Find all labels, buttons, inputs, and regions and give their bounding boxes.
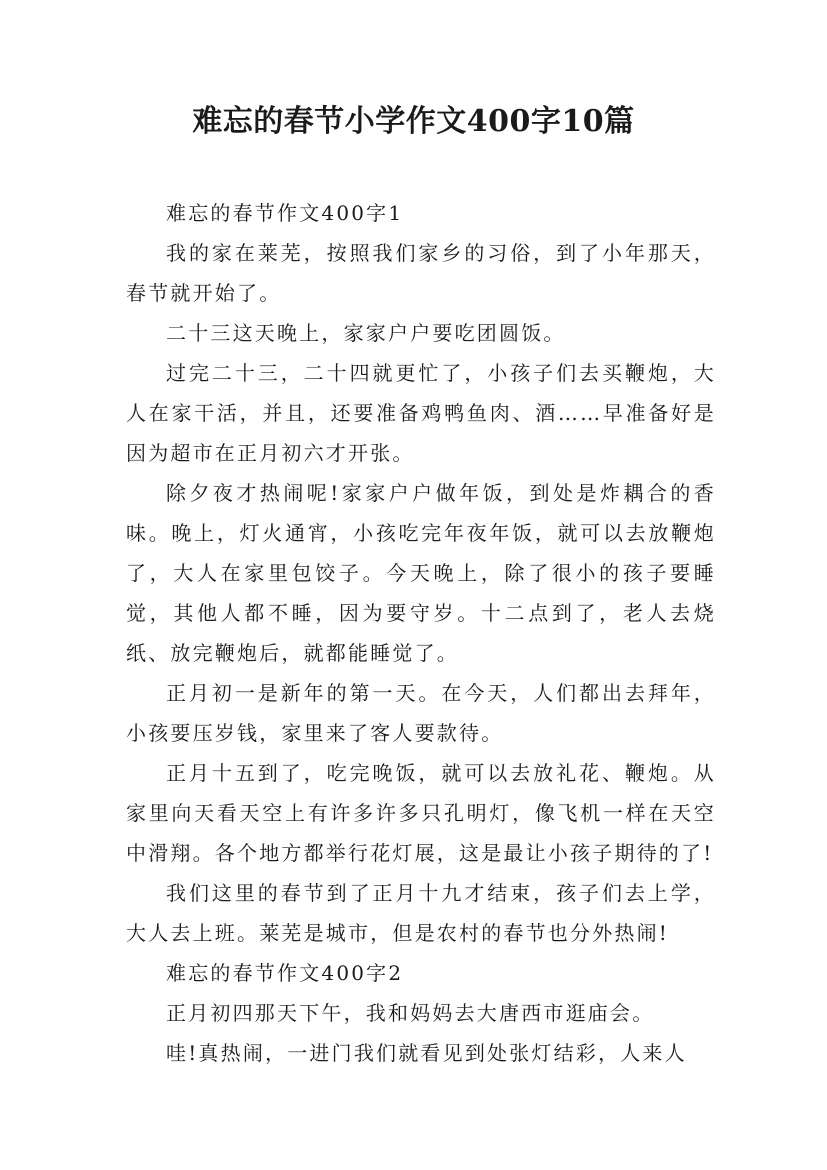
document-body bbox=[126, 193, 716, 1073]
paragraph: 过完二十三，二十四就更忙了，小孩子们去买鞭炮，大人在家干活，并且，还要准备鸡鸭鱼肉、酒……早准备好是因为超市在正月初六才开张。 bbox=[126, 361, 716, 465]
paragraph: 我的家在莱芜，按照我们家乡的习俗，到了小年那天，春节就开始了。 bbox=[126, 241, 716, 305]
paragraph: 二十三这天晚上，家家户户要吃团圆饭。 bbox=[166, 321, 566, 345]
paragraph: 哇!真热闹，一进门我们就看见到处张灯结彩，人来人 bbox=[166, 1041, 687, 1065]
section-heading-1: 难忘的春节作文400字1 bbox=[166, 201, 404, 225]
paragraph: 正月初一是新年的第一天。在今天，人们都出去拜年，小孩要压岁钱，家里来了客人要款待。 bbox=[126, 681, 716, 745]
paragraph: 我们这里的春节到了正月十九才结束，孩子们去上学，大人去上班。莱芜是城市，但是农村的春节也分外热闹! bbox=[126, 881, 716, 945]
paragraph: 正月十五到了，吃完晚饭，就可以去放礼花、鞭炮。从家里向天看天空上有许多许多只孔明灯，像飞机一样在天空中滑翔。各个地方都举行花灯展，这是最让小孩子期待的了! bbox=[126, 761, 716, 865]
paragraph: 除夕夜才热闹呢!家家户户做年饭，到处是炸耦合的香味。晚上，灯火通宵，小孩吃完年夜年饭，就可以去放鞭炮了，大人在家里包饺子。今天晚上，除了很小的孩子要睡觉，其他人都不睡，因为要守岁。十二点到了，老人去烧纸、放完鞭炮后，就都能睡觉了。 bbox=[126, 481, 716, 665]
document-title: 难忘的春节小学作文400字10篇 bbox=[192, 104, 635, 139]
section-heading-2: 难忘的春节作文400字2 bbox=[166, 961, 404, 985]
paragraph: 正月初四那天下午，我和妈妈去大唐西市逛庙会。 bbox=[166, 1001, 655, 1025]
